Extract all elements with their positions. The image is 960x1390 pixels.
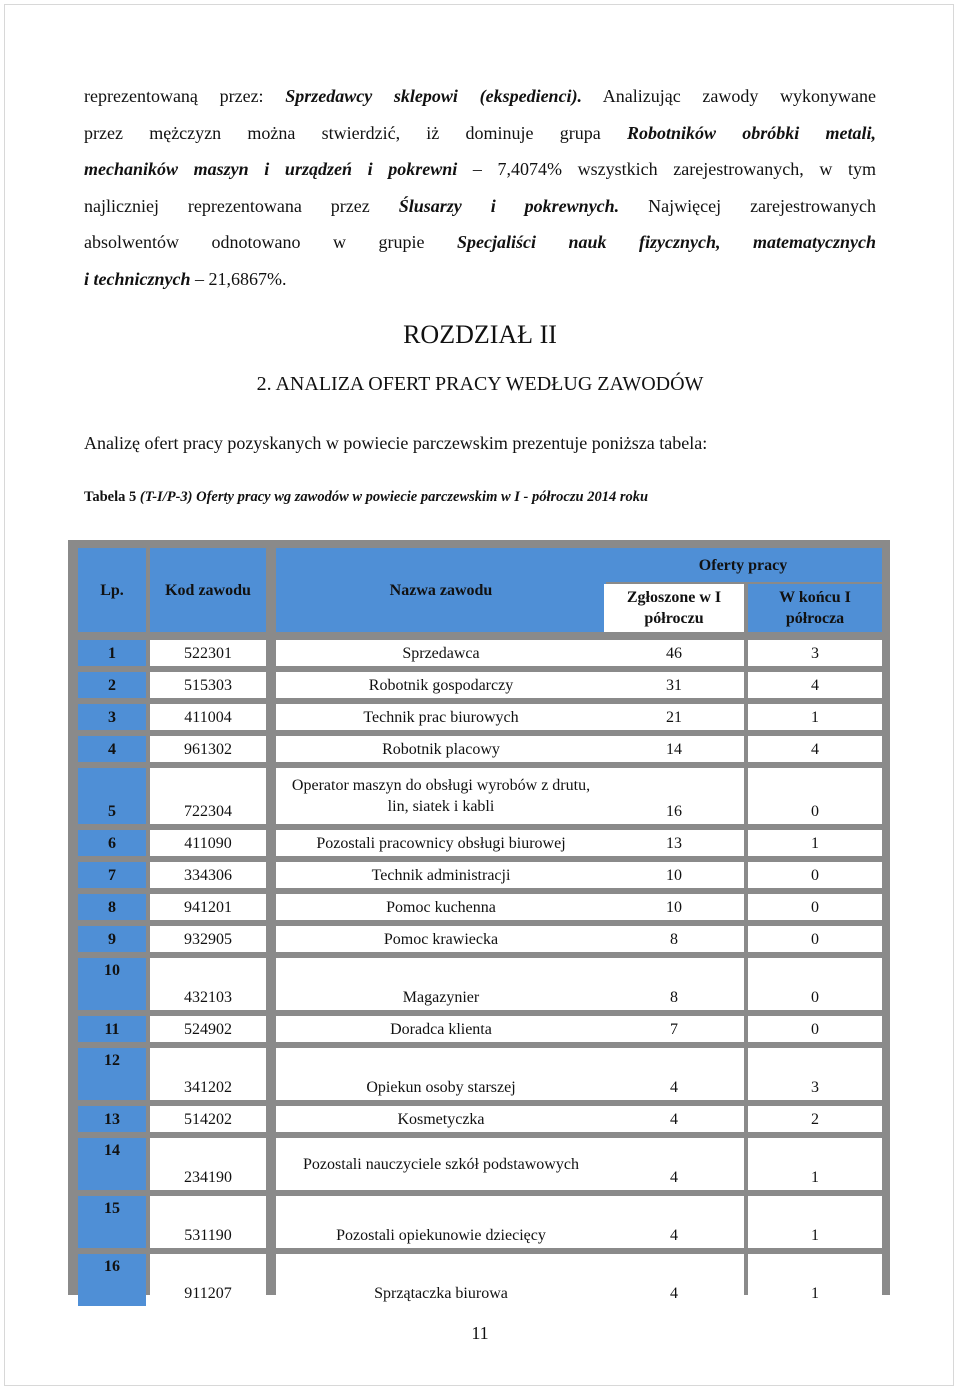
row-zgloszone: 16 — [604, 768, 744, 824]
caption-text: (T-I/P-3) Oferty pracy wg zawodów w powiecie parczewskim w I - półroczu 2014 roku — [139, 489, 649, 505]
row-nazwa: Robotnik gospodarczy — [276, 672, 606, 698]
row-lp: 9 — [78, 926, 146, 952]
row-zgloszone: 8 — [604, 926, 744, 952]
header-nazwa-zawodu: Nazwa zawodu — [276, 548, 606, 632]
row-w-koncu: 2 — [748, 1106, 882, 1132]
row-lp: 14 — [78, 1138, 146, 1190]
row-kod: 961302 — [150, 736, 266, 762]
row-nazwa: Technik administracji — [276, 862, 606, 888]
row-zgloszone: 31 — [604, 672, 744, 698]
row-lp: 15 — [78, 1196, 146, 1248]
plain-text: najliczniej reprezentowana przez — [84, 195, 399, 216]
emphasis-text: Specjaliści nauk fizycznych, matematycznych — [457, 232, 876, 252]
plain-text: – 7,4074% wszystkich zarejestrowanych, w tym — [457, 159, 876, 179]
header-w-koncu: W końcu I półrocza — [748, 584, 882, 632]
plain-text: przez mężczyzn można stwierdzić, iż dominuje grupa — [84, 122, 627, 143]
header-oferty-pracy: Oferty pracy — [604, 548, 882, 582]
row-nazwa: Pomoc kuchenna — [276, 894, 606, 920]
row-w-koncu: 1 — [748, 1138, 882, 1190]
row-lp: 16 — [78, 1254, 146, 1306]
row-nazwa: Pozostali pracownicy obsługi biurowej — [276, 830, 606, 856]
row-w-koncu: 4 — [748, 672, 882, 698]
row-lp: 7 — [78, 862, 146, 888]
row-zgloszone: 4 — [604, 1106, 744, 1132]
row-zgloszone: 13 — [604, 830, 744, 856]
row-nazwa: Pozostali nauczyciele szkół podstawowych — [276, 1138, 606, 1190]
row-lp: 10 — [78, 958, 146, 1010]
row-zgloszone: 46 — [604, 640, 744, 666]
row-kod: 515303 — [150, 672, 266, 698]
row-nazwa: Kosmetyczka — [276, 1106, 606, 1132]
row-w-koncu: 0 — [748, 894, 882, 920]
row-kod: 334306 — [150, 862, 266, 888]
section-title: 2. ANALIZA OFERT PRACY WEDŁUG ZAWODÓW — [256, 373, 704, 395]
row-zgloszone: 4 — [604, 1196, 744, 1248]
paragraph-line — [84, 188, 876, 225]
row-w-koncu: 3 — [748, 640, 882, 666]
row-kod: 522301 — [150, 640, 266, 666]
plain-text: – 21,6867%. — [190, 268, 287, 289]
emphasis-text: Ślusarzy i pokrewnych. — [398, 195, 620, 216]
row-kod: 411090 — [150, 830, 266, 856]
row-w-koncu: 0 — [748, 926, 882, 952]
row-lp: 5 — [78, 768, 146, 824]
paragraph-line — [84, 151, 876, 188]
row-w-koncu: 3 — [748, 1048, 882, 1100]
row-nazwa: Magazynier — [276, 958, 606, 1010]
row-lp: 11 — [78, 1016, 146, 1042]
plain-text: Najwięcej zarejestrowanych — [619, 195, 876, 216]
row-lp: 1 — [78, 640, 146, 666]
row-kod: 432103 — [150, 958, 266, 1010]
row-zgloszone: 14 — [604, 736, 744, 762]
plain-text: reprezentowaną przez: — [84, 86, 286, 106]
row-kod: 234190 — [150, 1138, 266, 1190]
row-lp: 12 — [78, 1048, 146, 1100]
header-lp: Lp. — [78, 548, 146, 632]
row-zgloszone: 4 — [604, 1138, 744, 1190]
row-nazwa: Operator maszyn do obsługi wyrobów z drutu, lin, siatek i kabli — [276, 768, 606, 824]
emphasis-text: mechaników maszyn i urządzeń i pokrewni — [84, 159, 458, 179]
plain-text: Analizując zawody wykonywane — [582, 86, 877, 106]
row-nazwa: Sprzątaczka biurowa — [276, 1254, 606, 1306]
row-w-koncu: 1 — [748, 830, 882, 856]
paragraph-line — [84, 115, 876, 152]
row-w-koncu: 1 — [748, 1196, 882, 1248]
row-nazwa: Doradca klienta — [276, 1016, 606, 1042]
table-caption — [84, 489, 648, 506]
row-nazwa: Opiekun osoby starszej — [276, 1048, 606, 1100]
row-kod: 531190 — [150, 1196, 266, 1248]
paragraph-line — [84, 78, 876, 115]
row-zgloszone: 4 — [604, 1254, 744, 1306]
row-w-koncu: 1 — [748, 704, 882, 730]
row-w-koncu: 0 — [748, 768, 882, 824]
row-kod: 941201 — [150, 894, 266, 920]
row-nazwa: Pozostali opiekunowie dziecięcy — [276, 1196, 606, 1248]
intro-text: Analizę ofert pracy pozyskanych w powiecie parczewskim prezentuje poniższa tabela: — [84, 433, 708, 453]
row-kod: 932905 — [150, 926, 266, 952]
row-lp: 3 — [78, 704, 146, 730]
row-kod: 911207 — [150, 1254, 266, 1306]
row-zgloszone: 4 — [604, 1048, 744, 1100]
emphasis-text: i technicznych — [84, 268, 191, 289]
page-number: 11 — [471, 1323, 489, 1343]
row-w-koncu: 0 — [748, 958, 882, 1010]
header-zgloszone: Zgłoszone w I półroczu — [604, 584, 744, 632]
row-zgloszone: 10 — [604, 862, 744, 888]
row-w-koncu: 4 — [748, 736, 882, 762]
header-kod-zawodu: Kod zawodu — [150, 548, 266, 632]
row-lp: 8 — [78, 894, 146, 920]
body-paragraph — [84, 78, 876, 297]
emphasis-text: Sprzedawcy sklepowi (ekspedienci). — [285, 86, 583, 106]
row-zgloszone: 10 — [604, 894, 744, 920]
row-nazwa: Robotnik placowy — [276, 736, 606, 762]
row-nazwa: Pomoc krawiecka — [276, 926, 606, 952]
paragraph-line — [84, 224, 876, 261]
row-lp: 13 — [78, 1106, 146, 1132]
row-zgloszone: 7 — [604, 1016, 744, 1042]
row-kod: 722304 — [150, 768, 266, 824]
row-nazwa: Sprzedawca — [276, 640, 606, 666]
offers-table — [68, 540, 890, 1302]
row-kod: 524902 — [150, 1016, 266, 1042]
row-nazwa: Technik prac biurowych — [276, 704, 606, 730]
row-lp: 4 — [78, 736, 146, 762]
row-w-koncu: 0 — [748, 1016, 882, 1042]
row-lp: 6 — [78, 830, 146, 856]
row-zgloszone: 21 — [604, 704, 744, 730]
row-kod: 341202 — [150, 1048, 266, 1100]
emphasis-text: Robotników obróbki metali, — [627, 122, 876, 143]
row-kod: 411004 — [150, 704, 266, 730]
chapter-title: ROZDZIAŁ II — [403, 320, 557, 349]
row-lp: 2 — [78, 672, 146, 698]
row-kod: 514202 — [150, 1106, 266, 1132]
row-w-koncu: 0 — [748, 862, 882, 888]
caption-prefix: Tabela 5 — [84, 489, 140, 505]
row-w-koncu: 1 — [748, 1254, 882, 1306]
plain-text: absolwentów odnotowano w grupie — [84, 232, 457, 252]
row-zgloszone: 8 — [604, 958, 744, 1010]
paragraph-line — [84, 261, 876, 298]
